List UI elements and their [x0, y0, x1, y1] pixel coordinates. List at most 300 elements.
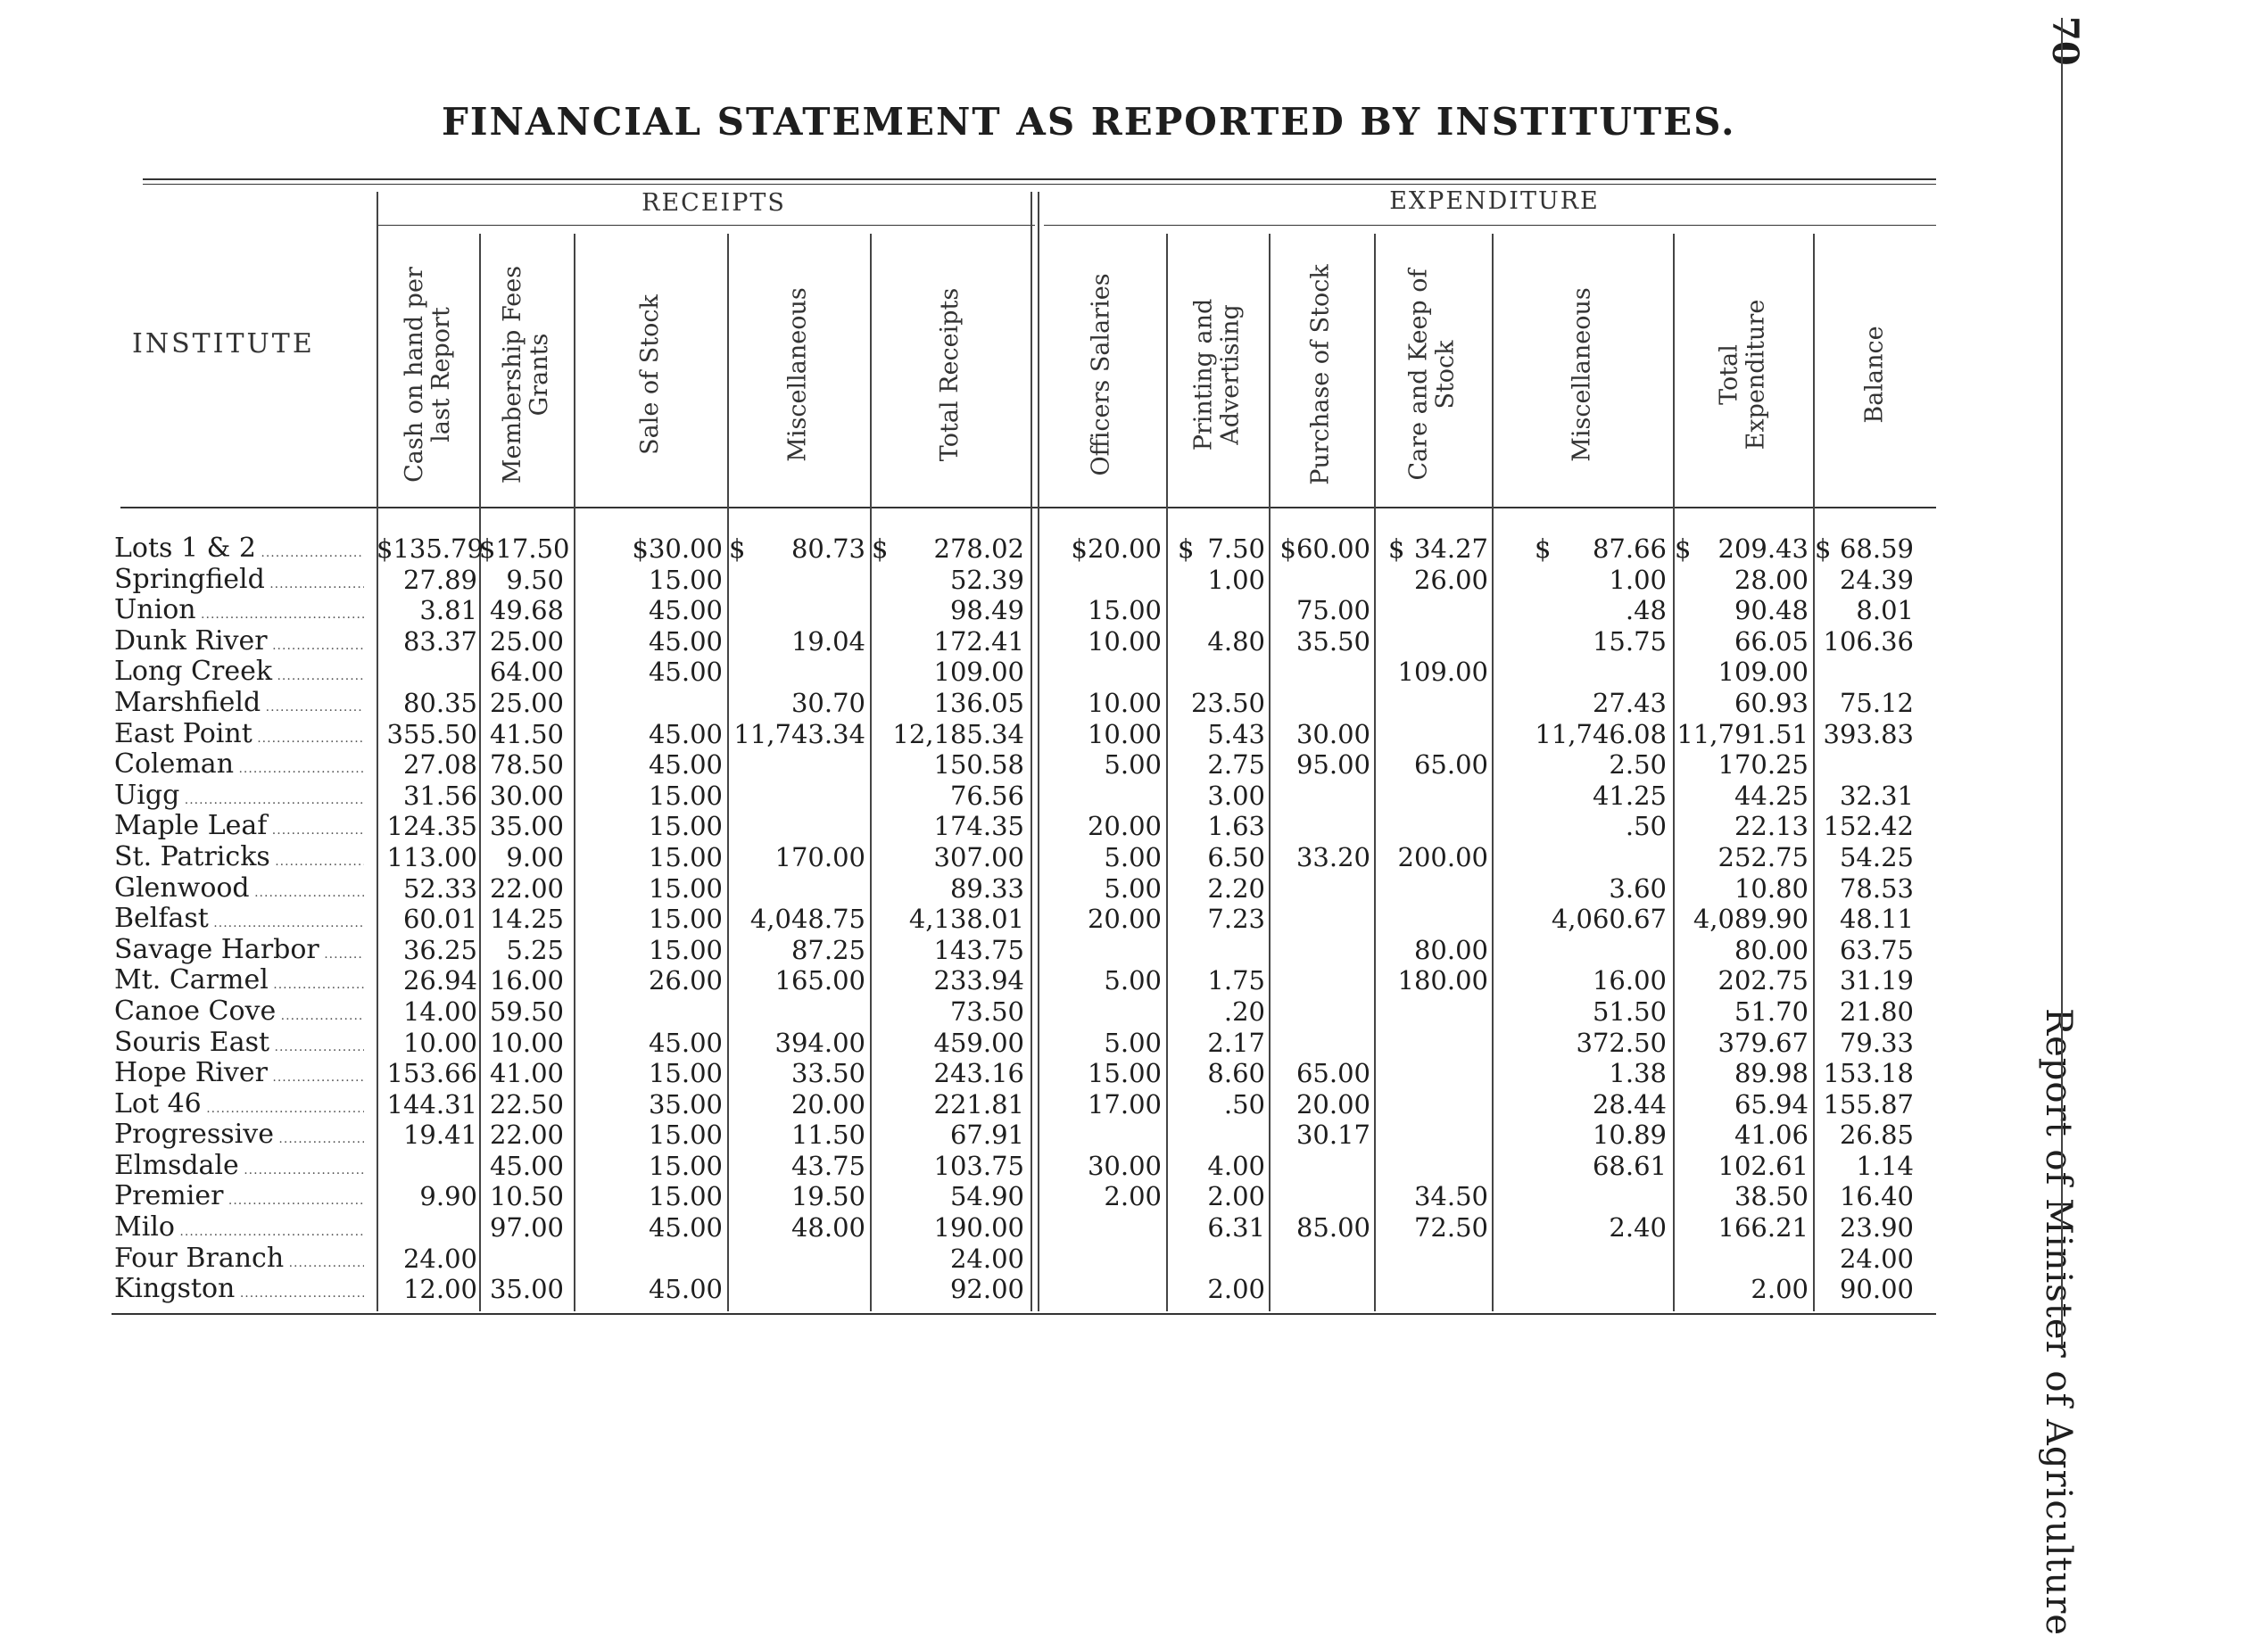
institute-name: Mt. Carmel .....: [114, 965, 364, 996]
value-cell: 89.98: [1734, 1058, 1809, 1089]
value-cell: 1.38: [1609, 1058, 1667, 1089]
value-cell: 51.70: [1734, 996, 1809, 1027]
value-cell: 109.00: [1397, 657, 1488, 688]
col-header-sale-of-stock: Sale of Stock: [636, 294, 664, 455]
value-cell: 67.91: [949, 1120, 1024, 1151]
value-cell: [1374, 719, 1488, 750]
value-cell: 45.00: [648, 749, 723, 781]
dollar-sign: $: [872, 533, 889, 564]
value-cell: 2.00: [1104, 1181, 1162, 1212]
value-cell: [1374, 1028, 1488, 1059]
value-cell: [727, 1244, 865, 1275]
value-cell: 252.75: [1718, 841, 1809, 872]
value-cell: 5.00: [1104, 872, 1162, 904]
value-cell: 30.00: [1087, 1150, 1162, 1181]
value-cell: [727, 749, 865, 781]
value-cell: 1.00: [1609, 564, 1667, 595]
value-cell: 36.25: [402, 934, 477, 965]
value-cell: 32.31: [1839, 780, 1914, 811]
value-cell: [1269, 781, 1370, 812]
value-cell: [727, 811, 865, 842]
value-cell: 15.00: [1087, 1058, 1162, 1089]
value-cell: [1166, 1120, 1265, 1151]
value-cell: 124.35: [386, 811, 477, 842]
value-cell: 21.80: [1839, 996, 1914, 1027]
value-cell: 27.08: [402, 749, 477, 781]
institute-name: Uigg .....: [114, 781, 364, 812]
value-cell: 28.00: [1734, 564, 1809, 595]
value-cell: [1374, 904, 1488, 935]
dollar-sign: $: [1815, 533, 1832, 564]
value-cell: 372.50: [1576, 1027, 1667, 1058]
value-cell: [1492, 1181, 1667, 1212]
value-cell: 3.60: [1609, 872, 1667, 904]
value-cell: 20.00: [1087, 811, 1162, 842]
value-cell: 15.00: [648, 1150, 723, 1181]
table-row: [0, 965, 2268, 996]
value-cell: 80.35: [402, 687, 477, 718]
table-bottom-rule: [112, 1313, 1936, 1315]
value-cell: 41.06: [1734, 1120, 1809, 1151]
dollar-sign: $: [729, 533, 746, 564]
value-cell: 5.00: [1104, 841, 1162, 872]
value-cell: [1269, 1181, 1370, 1212]
value-cell: [727, 781, 865, 812]
value-cell: 136.05: [933, 687, 1024, 718]
value-cell: 16.00: [489, 965, 564, 996]
value-cell: 68.61: [1592, 1150, 1667, 1181]
institute-name: East Point .....: [114, 719, 364, 750]
table-row: [0, 781, 2268, 812]
value-cell: 221.81: [933, 1088, 1024, 1120]
value-cell: 113.00: [386, 841, 477, 872]
value-cell: 41.25: [1592, 780, 1667, 811]
value-cell: 15.00: [648, 904, 723, 935]
value-cell: $30.00: [632, 533, 723, 564]
value-cell: [1038, 1244, 1162, 1275]
value-cell: 10.00: [489, 1027, 564, 1058]
value-cell: 80.00: [1413, 934, 1488, 965]
col-header-cash-on-hand: Cash on hand per last Report: [400, 267, 455, 483]
value-cell: 209.43: [1718, 533, 1809, 564]
value-cell: 278.02: [933, 533, 1024, 564]
value-cell: [1269, 873, 1370, 905]
value-cell: 66.05: [1734, 625, 1809, 657]
col-header-total-receipts: Total Receipts: [936, 287, 964, 462]
value-cell: 80.00: [1734, 934, 1809, 965]
value-cell: [1269, 657, 1370, 688]
page-title: FINANCIAL STATEMENT AS REPORTED BY INSTITUTES.: [442, 100, 1736, 144]
value-cell: 15.00: [648, 564, 723, 595]
value-cell: 2.40: [1609, 1212, 1667, 1244]
value-cell: 35.50: [1295, 625, 1370, 657]
table-row: [0, 904, 2268, 935]
table-row: [0, 626, 2268, 657]
value-cell: [1269, 688, 1370, 719]
value-cell: 15.00: [648, 811, 723, 842]
institute-name: Lot 46 .....: [114, 1089, 364, 1120]
value-cell: [479, 1244, 564, 1275]
value-cell: 92.00: [949, 1274, 1024, 1305]
value-cell: 22.13: [1734, 811, 1809, 842]
value-cell: 9.50: [506, 564, 564, 595]
value-cell: [1492, 935, 1667, 966]
value-cell: 243.16: [933, 1058, 1024, 1089]
value-cell: 15.00: [648, 1181, 723, 1212]
group-rule-receipts: [377, 225, 1035, 226]
value-cell: [1269, 935, 1370, 966]
value-cell: [727, 873, 865, 905]
value-cell: 14.00: [402, 996, 477, 1027]
table-row: [0, 996, 2268, 1028]
value-cell: [1813, 657, 1914, 688]
value-cell: 15.00: [648, 841, 723, 872]
value-cell: 8.60: [1207, 1058, 1265, 1089]
value-cell: 30.70: [790, 687, 865, 718]
value-cell: [377, 1212, 477, 1244]
value-cell: [727, 565, 865, 596]
institute-name: Four Branch .....: [114, 1244, 364, 1275]
value-cell: 45.00: [648, 657, 723, 688]
value-cell: 22.50: [489, 1088, 564, 1120]
value-cell: 15.00: [648, 934, 723, 965]
value-cell: [727, 996, 865, 1028]
value-cell: 34.50: [1413, 1181, 1488, 1212]
table-row: [0, 657, 2268, 688]
table-row: [0, 1089, 2268, 1120]
value-cell: [1492, 1274, 1667, 1305]
value-cell: 45.00: [648, 718, 723, 749]
value-cell: [1374, 996, 1488, 1028]
value-cell: 89.33: [949, 872, 1024, 904]
value-cell: [1038, 781, 1162, 812]
value-cell: 20.00: [790, 1088, 865, 1120]
value-cell: 79.33: [1839, 1027, 1914, 1058]
value-cell: [1374, 1274, 1488, 1305]
institute-name: Coleman .....: [114, 749, 364, 781]
value-cell: 170.25: [1718, 749, 1809, 781]
institute-name: Milo .....: [114, 1212, 364, 1244]
value-cell: 10.00: [1087, 718, 1162, 749]
value-cell: 393.83: [1823, 718, 1914, 749]
value-cell: 152.42: [1823, 811, 1914, 842]
value-cell: 8.01: [1856, 595, 1914, 626]
value-cell: .48: [1625, 595, 1667, 626]
value-cell: 68.59: [1839, 533, 1914, 564]
value-cell: 143.75: [933, 934, 1024, 965]
value-cell: $17.50: [479, 533, 570, 564]
value-cell: 44.25: [1734, 780, 1809, 811]
value-cell: 22.00: [489, 872, 564, 904]
value-cell: 45.00: [648, 625, 723, 657]
value-cell: [1374, 811, 1488, 842]
col-header-balance: Balance: [1860, 326, 1889, 424]
value-cell: [1269, 1151, 1370, 1182]
value-cell: $20.00: [1071, 533, 1162, 564]
value-cell: 3.00: [1207, 780, 1265, 811]
value-cell: 17.00: [1087, 1088, 1162, 1120]
value-cell: [377, 1151, 477, 1182]
value-cell: 4.80: [1207, 625, 1265, 657]
value-cell: 65.00: [1413, 749, 1488, 781]
value-cell: 10.00: [402, 1027, 477, 1058]
institute-name: Hope River .....: [114, 1058, 364, 1089]
institute-name: Springfield .....: [114, 565, 364, 596]
value-cell: 459.00: [933, 1027, 1024, 1058]
institute-name: Long Creek .....: [114, 657, 364, 688]
value-cell: 48.11: [1839, 904, 1914, 935]
value-cell: [1038, 657, 1162, 688]
value-cell: [1374, 1058, 1488, 1089]
value-cell: 45.00: [648, 595, 723, 626]
value-cell: 12,185.34: [892, 718, 1024, 749]
col-header-purchase-of-stock: Purchase of Stock: [1307, 264, 1335, 485]
value-cell: 45.00: [648, 1027, 723, 1058]
value-cell: 22.00: [489, 1120, 564, 1151]
institute-name: Union .....: [114, 595, 364, 626]
value-cell: [1269, 904, 1370, 935]
institute-name: Maple Leaf .....: [114, 811, 364, 842]
value-cell: 30.17: [1295, 1120, 1370, 1151]
value-cell: 80.73: [790, 533, 865, 564]
value-cell: [1374, 1089, 1488, 1120]
institute-name: Canoe Cove .....: [114, 996, 364, 1028]
value-cell: 16.40: [1839, 1181, 1914, 1212]
value-cell: 155.87: [1823, 1088, 1914, 1120]
value-cell: [1813, 749, 1914, 781]
value-cell: .20: [1223, 996, 1265, 1027]
table-row: [0, 595, 2268, 626]
institute-name: Premier .....: [114, 1181, 364, 1212]
value-cell: 14.25: [489, 904, 564, 935]
expenditure-group-label: EXPENDITURE: [1389, 187, 1600, 215]
value-cell: [1269, 996, 1370, 1028]
value-cell: 90.00: [1839, 1274, 1914, 1305]
col-header-membership-fees: Membership Fees Grants: [499, 265, 553, 484]
value-cell: [1269, 1028, 1370, 1059]
institute-name: Savage Harbor .....: [114, 935, 364, 966]
value-cell: 52.39: [949, 564, 1024, 595]
institute-name: Elmsdale .....: [114, 1151, 364, 1182]
institute-column-header: INSTITUTE: [132, 328, 315, 359]
value-cell: 31.19: [1839, 965, 1914, 996]
value-cell: 307.00: [933, 841, 1024, 872]
value-cell: 170.00: [774, 841, 865, 872]
value-cell: [1038, 1274, 1162, 1305]
institute-table-body: [0, 533, 2268, 1305]
value-cell: 30.00: [489, 780, 564, 811]
value-cell: 2.75: [1207, 749, 1265, 781]
value-cell: 90.48: [1734, 595, 1809, 626]
value-cell: 19.41: [402, 1120, 477, 1151]
value-cell: [1269, 811, 1370, 842]
institute-name: Belfast .....: [114, 904, 364, 935]
value-cell: 11.50: [790, 1120, 865, 1151]
value-cell: 12.00: [402, 1274, 477, 1305]
value-cell: 24.00: [1839, 1243, 1914, 1274]
value-cell: 5.00: [1104, 749, 1162, 781]
value-cell: 379.67: [1718, 1027, 1809, 1058]
table-row: [0, 533, 2268, 565]
value-cell: .50: [1625, 811, 1667, 842]
value-cell: 172.41: [933, 625, 1024, 657]
value-cell: 15.75: [1592, 625, 1667, 657]
table-row: [0, 873, 2268, 905]
value-cell: 51.50: [1592, 996, 1667, 1027]
value-cell: 41.00: [489, 1058, 564, 1089]
value-cell: 20.00: [1087, 904, 1162, 935]
value-cell: 2.00: [1207, 1181, 1265, 1212]
table-row: [0, 565, 2268, 596]
value-cell: 4,048.75: [749, 904, 865, 935]
value-cell: 6.31: [1207, 1212, 1265, 1244]
value-cell: [1038, 935, 1162, 966]
value-cell: 4,060.67: [1551, 904, 1667, 935]
table-row: [0, 688, 2268, 719]
value-cell: 10.80: [1734, 872, 1809, 904]
value-cell: 9.00: [506, 841, 564, 872]
value-cell: 4.00: [1207, 1150, 1265, 1181]
value-cell: [1269, 1274, 1370, 1305]
value-cell: [1038, 996, 1162, 1028]
value-cell: 24.00: [402, 1243, 477, 1274]
value-cell: [1269, 965, 1370, 996]
receipts-group-label: RECEIPTS: [641, 189, 786, 217]
value-cell: 26.00: [1413, 564, 1488, 595]
value-cell: 45.00: [489, 1150, 564, 1181]
value-cell: 28.44: [1592, 1088, 1667, 1120]
value-cell: 202.75: [1718, 965, 1809, 996]
dollar-sign: $: [1675, 533, 1692, 564]
dollar-sign: $: [1388, 533, 1405, 564]
value-cell: 75.12: [1839, 687, 1914, 718]
value-cell: 174.35: [933, 811, 1024, 842]
value-cell: [1374, 1151, 1488, 1182]
value-cell: [1374, 873, 1488, 905]
value-cell: [377, 657, 477, 688]
value-cell: 15.00: [648, 1120, 723, 1151]
institute-name: Marshfield .....: [114, 688, 364, 719]
value-cell: [574, 996, 723, 1028]
institute-name: Souris East .....: [114, 1028, 364, 1059]
value-cell: 11,791.51: [1676, 718, 1809, 749]
value-cell: 98.49: [949, 595, 1024, 626]
institute-name: Lots 1 & 2 .....: [114, 533, 364, 565]
page-number: 70: [2044, 16, 2086, 66]
value-cell: 1.75: [1207, 965, 1265, 996]
value-cell: 34.27: [1413, 533, 1488, 564]
dollar-sign: $: [1178, 533, 1195, 564]
table-row: [0, 1058, 2268, 1089]
value-cell: 43.75: [790, 1150, 865, 1181]
value-cell: [727, 657, 865, 688]
value-cell: [727, 1274, 865, 1305]
value-cell: 52.33: [402, 872, 477, 904]
value-cell: 106.36: [1823, 625, 1914, 657]
col-header-printing: Printing and Advertising: [1189, 298, 1245, 451]
value-cell: 54.90: [949, 1181, 1024, 1212]
value-cell: [1492, 842, 1667, 873]
table-row: [0, 1120, 2268, 1151]
value-cell: [1166, 595, 1265, 626]
table-row: [0, 842, 2268, 873]
value-cell: 26.94: [402, 965, 477, 996]
value-cell: [1166, 657, 1265, 688]
value-cell: 26.00: [648, 965, 723, 996]
value-cell: 97.00: [489, 1212, 564, 1244]
value-cell: 24.39: [1839, 564, 1914, 595]
group-rule-expenditure: [1044, 225, 1936, 226]
table-row: [0, 719, 2268, 750]
value-cell: 59.50: [489, 996, 564, 1027]
value-cell: 87.25: [790, 934, 865, 965]
value-cell: 180.00: [1397, 965, 1488, 996]
value-cell: 10.00: [1087, 625, 1162, 657]
value-cell: 48.00: [790, 1212, 865, 1244]
value-cell: [1673, 1244, 1809, 1275]
value-cell: 153.66: [386, 1058, 477, 1089]
value-cell: 33.20: [1295, 841, 1370, 872]
table-row: [0, 811, 2268, 842]
value-cell: 27.89: [402, 564, 477, 595]
value-cell: 109.00: [933, 657, 1024, 688]
value-cell: 30.00: [1295, 718, 1370, 749]
value-cell: 103.75: [933, 1150, 1024, 1181]
value-cell: 25.00: [489, 625, 564, 657]
col-header-officers-salaries: Officers Salaries: [1088, 273, 1116, 476]
value-cell: [1374, 595, 1488, 626]
value-cell: 2.17: [1207, 1027, 1265, 1058]
table-row: [0, 1028, 2268, 1059]
value-cell: 109.00: [1718, 657, 1809, 688]
value-cell: 233.94: [933, 965, 1024, 996]
value-cell: 35.00: [648, 1088, 723, 1120]
value-cell: 54.25: [1839, 841, 1914, 872]
value-cell: 7.23: [1207, 904, 1265, 935]
value-cell: 33.50: [790, 1058, 865, 1089]
value-cell: 75.00: [1295, 595, 1370, 626]
value-cell: [1492, 1244, 1667, 1275]
dollar-sign: $: [1535, 533, 1552, 564]
value-cell: [1166, 1244, 1265, 1275]
value-cell: [1492, 657, 1667, 688]
value-cell: 15.00: [648, 1058, 723, 1089]
table-row: [0, 1181, 2268, 1212]
col-header-receipts-misc: Miscellaneous: [784, 287, 813, 462]
value-cell: [1269, 565, 1370, 596]
value-cell: 16.00: [1592, 965, 1667, 996]
value-cell: $135.79: [377, 533, 484, 564]
value-cell: 190.00: [933, 1212, 1024, 1244]
institute-name: Progressive .....: [114, 1120, 364, 1151]
table-row: [0, 1151, 2268, 1182]
table-row: [0, 1212, 2268, 1244]
value-cell: 2.00: [1751, 1274, 1809, 1305]
value-cell: 95.00: [1295, 749, 1370, 781]
value-cell: 85.00: [1295, 1212, 1370, 1244]
value-cell: 19.50: [790, 1181, 865, 1212]
value-cell: [574, 688, 723, 719]
value-cell: 1.00: [1207, 564, 1265, 595]
value-cell: 60.01: [402, 904, 477, 935]
value-cell: 1.14: [1856, 1150, 1914, 1181]
institute-name: Glenwood .....: [114, 873, 364, 905]
value-cell: [1374, 1244, 1488, 1275]
value-cell: 83.37: [402, 625, 477, 657]
value-cell: [1374, 688, 1488, 719]
value-cell: [1038, 1212, 1162, 1244]
value-cell: 60.93: [1734, 687, 1809, 718]
